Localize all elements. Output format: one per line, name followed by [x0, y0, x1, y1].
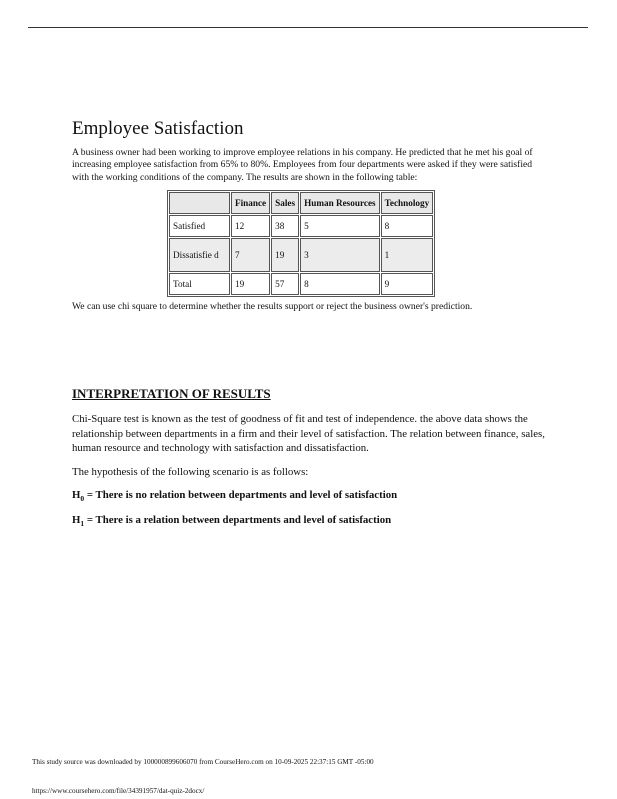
table-row: [169, 238, 433, 272]
table-cell: 1: [381, 238, 434, 272]
download-notice: This study source was downloaded by 100000899606070 from CourseHero.com on 10-09-2025 22:37:15 GMT -05:00: [32, 758, 374, 766]
table-cell: 8: [381, 215, 434, 237]
table-cell: 7: [231, 238, 270, 272]
table-header-cell: [169, 192, 230, 214]
hypothesis-subscript: 1: [80, 519, 85, 529]
section-heading: INTERPRETATION OF RESULTS: [72, 385, 271, 401]
table-header-cell: Finance: [231, 192, 270, 214]
table-cell: 57: [271, 273, 299, 295]
page-title: Employee Satisfaction: [72, 118, 244, 139]
interpretation-paragraph: Chi-Square test is known as the test of goodness of fit and test of independence. the above data shows the relationship between departments in a firm and their level of satisfaction. The relation between finance, sales, human resource and technology with satisfaction and dissatisfaction.: [72, 412, 545, 455]
table-cell: 5: [300, 215, 380, 237]
satisfaction-table: [167, 190, 435, 297]
hypothesis-label: H: [72, 489, 81, 502]
table-header-cell: Technology: [381, 192, 434, 214]
table-cell: Total: [169, 273, 230, 295]
hypothesis-text: = There is a relation between departments and level of satisfaction: [84, 514, 392, 527]
table-cell: 3: [300, 238, 380, 272]
after-table-text: We can use chi square to determine whether the results support or reject the business owner's prediction.: [72, 301, 473, 313]
hypothesis-label: H: [72, 514, 81, 527]
top-rule: [28, 27, 588, 28]
table-cell: Satisfied: [169, 215, 230, 237]
table-cell: 8: [300, 273, 380, 295]
document-body: [72, 118, 547, 540]
table-header-cell: Human Resources: [300, 192, 380, 214]
table-cell: Dissatisfie d: [169, 238, 230, 272]
table-cell: 19: [231, 273, 270, 295]
hypothesis-intro: The hypothesis of the following scenario is as follows:: [72, 466, 309, 479]
table-row: [169, 273, 433, 295]
intro-paragraph: A business owner had been working to improve employee relations in his company. He predicted that he met his goal of increasing employee satisfaction from 65% to 80%. Employees from four departments were asked if they were satisfied with the working conditions of the company. The results are shown in the following table:: [72, 146, 533, 183]
table-header-row: [169, 192, 433, 214]
table-cell: 19: [271, 238, 299, 272]
hypothesis-subscript: 0: [80, 494, 85, 504]
table-row: [169, 215, 433, 237]
null-hypothesis: [72, 489, 547, 503]
table-cell: 38: [271, 215, 299, 237]
table-header-cell: Sales: [271, 192, 299, 214]
table-cell: 12: [231, 215, 270, 237]
alternative-hypothesis: [72, 514, 547, 528]
table-cell: 9: [381, 273, 434, 295]
hypothesis-text: = There is no relation between departments and level of satisfaction: [84, 489, 398, 502]
source-url: https://www.coursehero.com/file/34391957/dat-quiz-2docx/: [32, 787, 205, 795]
